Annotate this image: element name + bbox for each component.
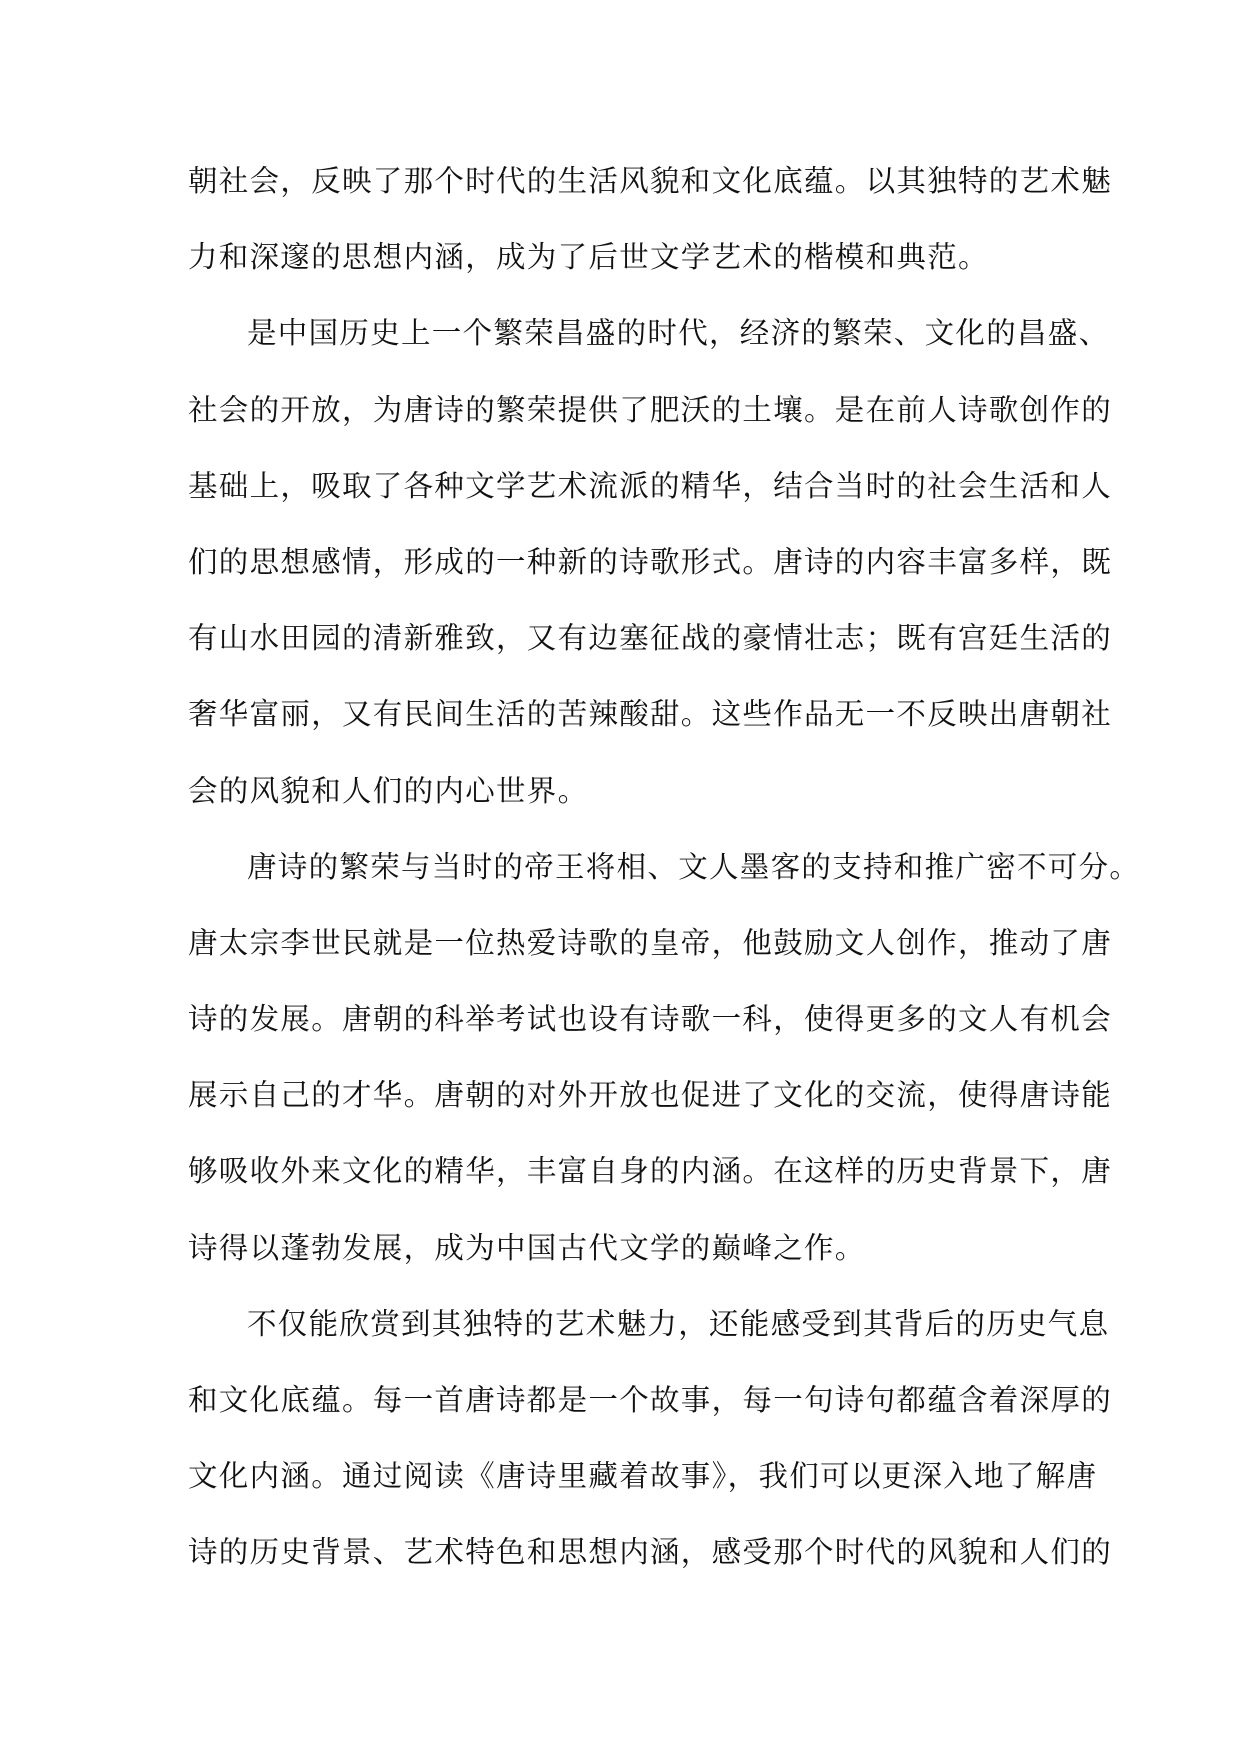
text-line: 唐诗的繁荣与当时的帝王将相、文人墨客的支持和推广密不可分。 (247, 849, 1141, 884)
text-line: 唐太宗李世民就是一位热爱诗歌的皇帝，他鼓励文人创作，推动了唐 (188, 925, 1113, 960)
text-line: 文化内涵。通过阅读《唐诗里藏着故事》，我们可以更深入地了解唐 (188, 1459, 1098, 1494)
text-line: 展示自己的才华。唐朝的对外开放也促进了文化的交流，使得唐诗能 (188, 1078, 1113, 1113)
paragraph (188, 829, 1141, 1286)
paragraph (188, 143, 1113, 295)
paragraph (188, 1286, 1113, 1591)
document-body-text (188, 143, 1141, 1591)
text-line: 朝社会，反映了那个时代的生活风貌和文化底蕴。以其独特的艺术魅 (188, 164, 1113, 198)
text-line: 是中国历史上一个繁荣昌盛的时代，经济的繁荣、文化的昌盛、 (247, 316, 1110, 351)
text-line: 力和深邃的思想内涵，成为了后世文学艺术的楷模和典范。 (188, 240, 989, 275)
text-line: 诗的历史背景、艺术特色和思想内涵，感受那个时代的风貌和人们的 (188, 1535, 1113, 1570)
text-line: 基础上，吸取了各种文学艺术流派的精华，结合当时的社会生活和人 (188, 468, 1113, 503)
text-line: 不仅能欣赏到其独特的艺术魅力，还能感受到其背后的历史气息 (247, 1306, 1110, 1341)
text-line: 们的思想感情，形成的一种新的诗歌形式。唐诗的内容丰富多样，既 (188, 544, 1113, 579)
text-line: 够吸收外来文化的精华，丰富自身的内涵。在这样的历史背景下，唐 (188, 1154, 1113, 1189)
text-line: 有山水田园的清新雅致，又有边塞征战的豪情壮志；既有宫廷生活的 (188, 621, 1113, 656)
text-line: 奢华富丽，又有民间生活的苦辣酸甜。这些作品无一不反映出唐朝社 (188, 697, 1113, 732)
text-line: 社会的开放，为唐诗的繁荣提供了肥沃的土壤。是在前人诗歌创作的 (188, 392, 1113, 427)
text-line: 和文化底蕴。每一首唐诗都是一个故事，每一句诗句都蕴含着深厚的 (188, 1383, 1113, 1417)
text-line: 诗的发展。唐朝的科举考试也设有诗歌一科，使得更多的文人有机会 (188, 1002, 1113, 1037)
text-line: 会的风貌和人们的内心世界。 (188, 773, 589, 808)
text-line: 诗得以蓬勃发展，成为中国古代文学的巅峰之作。 (188, 1230, 866, 1265)
paragraph (188, 295, 1113, 828)
